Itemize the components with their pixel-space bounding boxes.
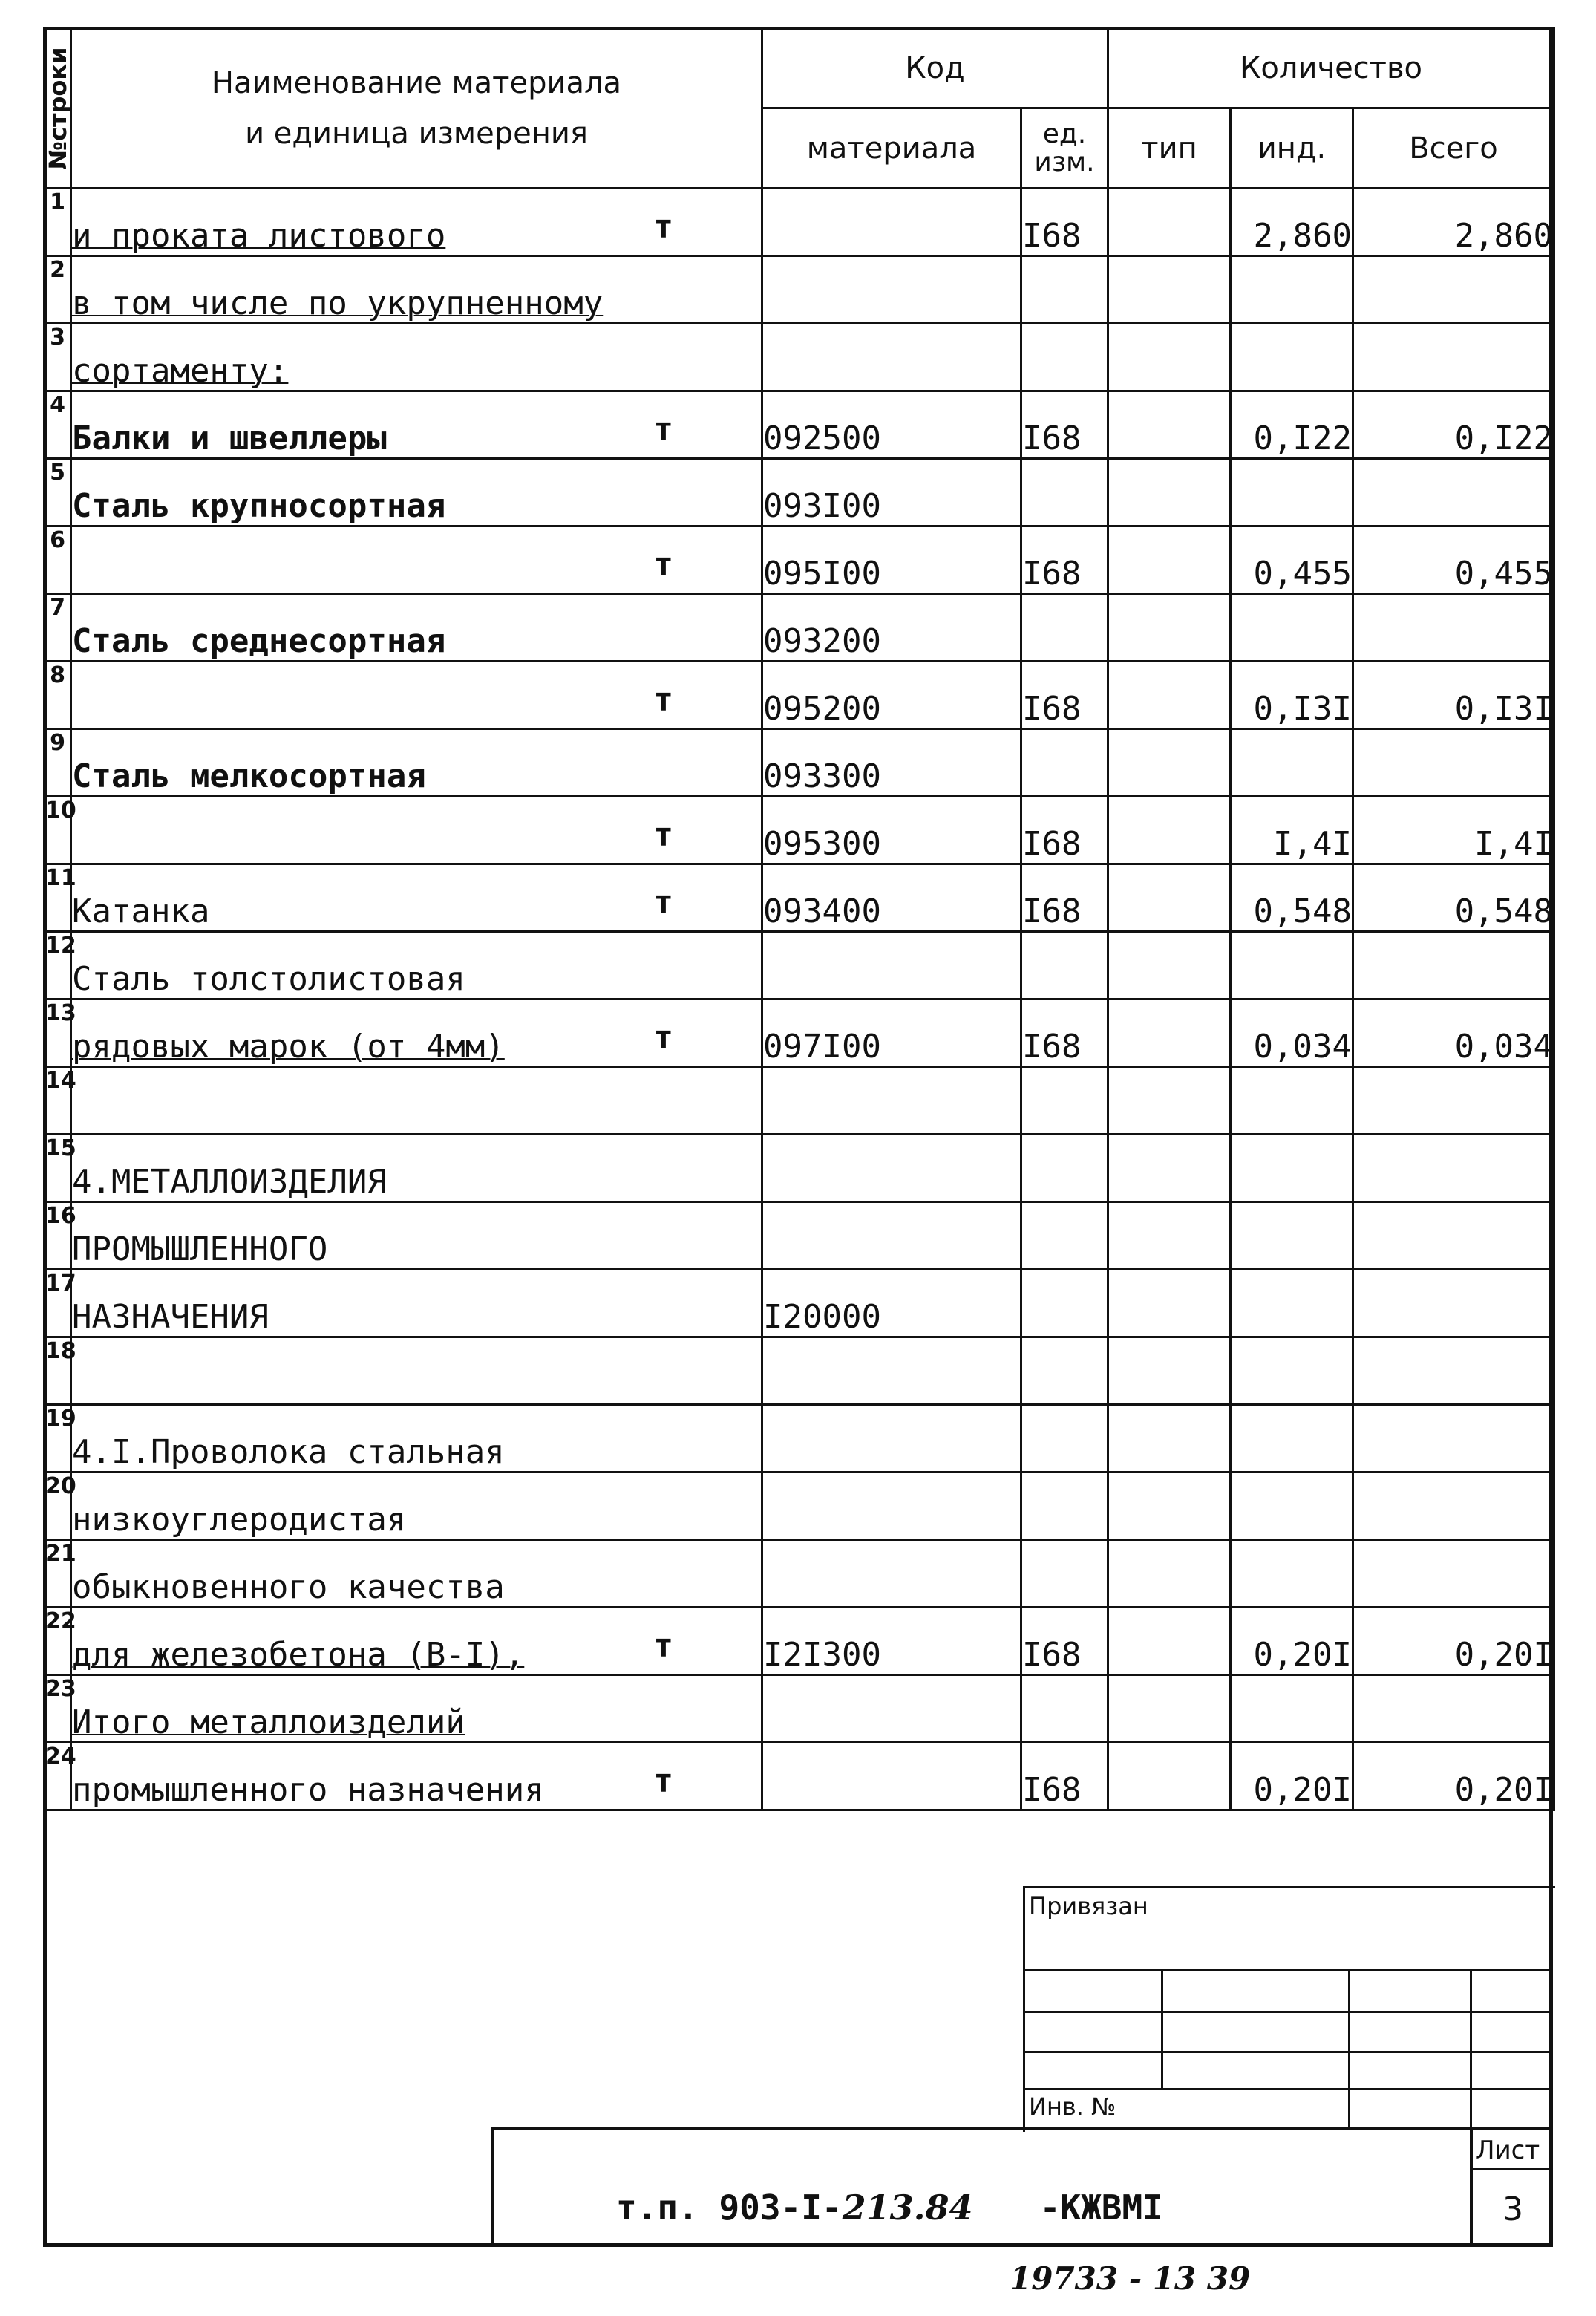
sheet-label: Лист <box>1476 2136 1540 2165</box>
material-name: промышленного назначения <box>72 1771 544 1809</box>
unit-code: I68 <box>1021 662 1108 729</box>
stamp-hline-3 <box>1023 2051 1553 2053</box>
row-number: 20 <box>45 1472 71 1540</box>
material-code: 095200 <box>762 662 1021 729</box>
material-name: Итого металлоизделий <box>72 1703 465 1741</box>
row-number: 16 <box>45 1202 71 1270</box>
qty-total: 0,I22 <box>1353 391 1554 459</box>
row-number: 12 <box>45 932 71 999</box>
qty-total-header: Всего <box>1353 108 1554 189</box>
row-number: 8 <box>45 662 71 729</box>
sheet-cell-divider <box>1470 2168 1553 2170</box>
qty-type-header: тип <box>1108 108 1231 189</box>
material-code: 093400 <box>762 864 1021 932</box>
code-unit-header: ед. изм. <box>1021 108 1108 189</box>
material-name: Балки и швеллеры <box>72 420 387 457</box>
unit-code: I68 <box>1021 1608 1108 1675</box>
stamp-vline-2 <box>1348 1969 1350 2130</box>
sheet-number: 3 <box>1502 2191 1523 2228</box>
qty-total: I,4I <box>1353 797 1554 864</box>
material-name: НАЗНАЧЕНИЯ <box>72 1298 269 1336</box>
unit-code: I68 <box>1021 797 1108 864</box>
row-number: 13 <box>45 999 71 1067</box>
material-name: 4.МЕТАЛЛОИЗДЕЛИЯ <box>72 1163 387 1201</box>
material-code: 093200 <box>762 594 1021 662</box>
qty-total: 0,034 <box>1353 999 1554 1067</box>
qty-individual: 0,I3I <box>1231 662 1353 729</box>
unit-code: I68 <box>1021 391 1108 459</box>
material-name: сортаменту: <box>72 352 289 390</box>
unit-of-measure: т <box>653 884 673 921</box>
row-number: 17 <box>45 1270 71 1337</box>
unit-code: I68 <box>1021 526 1108 594</box>
doc-suffix: -КЖВМI <box>1039 2188 1163 2228</box>
row-number: 1 <box>45 189 71 256</box>
quantity-group-header: Количество <box>1108 28 1554 108</box>
material-name: рядовых марок (от 4мм) <box>72 1028 505 1066</box>
unit-of-measure: т <box>653 1627 673 1665</box>
row-number: 6 <box>45 526 71 594</box>
qty-individual: 0,548 <box>1231 864 1353 932</box>
material-name: Сталь среднесортная <box>72 622 446 660</box>
qty-total: 0,548 <box>1353 864 1554 932</box>
stamp-vline-3 <box>1470 1969 1472 2130</box>
inventory-number: 19733 - 13 39 <box>1010 2260 1251 2297</box>
unit-of-measure: т <box>653 1762 673 1800</box>
material-name: для железобетона (В-I), <box>72 1636 525 1674</box>
material-name: обыкновенного качества <box>72 1568 505 1606</box>
unit-of-measure: т <box>653 816 673 854</box>
material-name: ПРОМЫШЛЕННОГО <box>72 1230 328 1268</box>
title-block <box>491 2127 1553 2247</box>
material-code: 092500 <box>762 391 1021 459</box>
row-number: 14 <box>45 1067 71 1135</box>
unit-of-measure: т <box>653 546 673 584</box>
material-name: Сталь крупносортная <box>72 487 446 525</box>
material-name: в том числе по укрупненному <box>72 284 604 322</box>
material-code: I2I300 <box>762 1608 1021 1675</box>
qty-individual: 2,860 <box>1231 189 1353 256</box>
material-code: 095I00 <box>762 526 1021 594</box>
row-number: 11 <box>45 864 71 932</box>
qty-individual: 0,20I <box>1231 1608 1353 1675</box>
material-code: 093300 <box>762 729 1021 797</box>
qty-individual: 0,034 <box>1231 999 1353 1067</box>
doc-prefix: т.п. 903-I- <box>616 2188 843 2228</box>
row-number: 15 <box>45 1135 71 1202</box>
unit-code: I68 <box>1021 999 1108 1067</box>
row-number: 7 <box>45 594 71 662</box>
row-number: 21 <box>45 1540 71 1608</box>
material-name: и проката листового <box>72 217 446 255</box>
material-code: 097I00 <box>762 999 1021 1067</box>
row-number: 19 <box>45 1405 71 1472</box>
material-code: 095300 <box>762 797 1021 864</box>
stamp-hline-2 <box>1023 2011 1553 2013</box>
row-number: 5 <box>45 459 71 526</box>
code-material-header: материала <box>762 108 1021 189</box>
row-number: 23 <box>45 1675 71 1743</box>
qty-individual: I,4I <box>1231 797 1353 864</box>
qty-individual: 0,I22 <box>1231 391 1353 459</box>
row-number: 10 <box>45 797 71 864</box>
qty-individual: 0,455 <box>1231 526 1353 594</box>
material-name-header-line1: Наименование материала <box>211 65 622 100</box>
material-name-header-line2: и единица измерения <box>245 116 588 151</box>
unit-code: I68 <box>1021 189 1108 256</box>
unit-code: I68 <box>1021 1743 1108 1810</box>
unit-of-measure: т <box>653 681 673 719</box>
qty-individual: 0,20I <box>1231 1743 1353 1810</box>
material-name: Катанка <box>72 893 210 930</box>
material-code: 093I00 <box>762 459 1021 526</box>
row-number: 24 <box>45 1743 71 1810</box>
unit-of-measure: т <box>653 208 673 246</box>
row-number: 9 <box>45 729 71 797</box>
bound-label: Привязан <box>1029 1892 1148 1920</box>
material-name: Сталь толстолистовая <box>72 960 465 998</box>
document-designation <box>616 2188 1163 2228</box>
code-group-header: Код <box>762 28 1108 108</box>
material-name: Сталь мелкосортная <box>72 757 426 795</box>
stamp-vline-1 <box>1161 1969 1163 2088</box>
row-number: 2 <box>45 256 71 324</box>
stamp-hline-4 <box>1023 2088 1553 2090</box>
row-number-header: №строки <box>45 28 71 189</box>
row-number: 3 <box>45 324 71 391</box>
qty-ind-header: инд. <box>1231 108 1353 189</box>
unit-of-measure: т <box>653 1019 673 1057</box>
doc-handwritten-number: 213.84 <box>842 2188 973 2228</box>
qty-total: 0,20I <box>1353 1608 1554 1675</box>
material-name: 4.I.Проволока стальная <box>72 1433 505 1471</box>
unit-of-measure: т <box>653 411 673 448</box>
binding-stamp <box>1023 1886 1553 2130</box>
material-name: низкоуглеродистая <box>72 1501 407 1539</box>
qty-total: 2,860 <box>1353 189 1554 256</box>
unit-code: I68 <box>1021 864 1108 932</box>
row-number: 22 <box>45 1608 71 1675</box>
qty-total: 0,I3I <box>1353 662 1554 729</box>
stamp-hline-1 <box>1023 1969 1553 1971</box>
material-code: I20000 <box>762 1270 1021 1337</box>
qty-total: 0,455 <box>1353 526 1554 594</box>
qty-total: 0,20I <box>1353 1743 1554 1810</box>
row-number: 4 <box>45 391 71 459</box>
inventory-label: Инв. № <box>1029 2092 1116 2121</box>
row-number: 18 <box>45 1337 71 1405</box>
